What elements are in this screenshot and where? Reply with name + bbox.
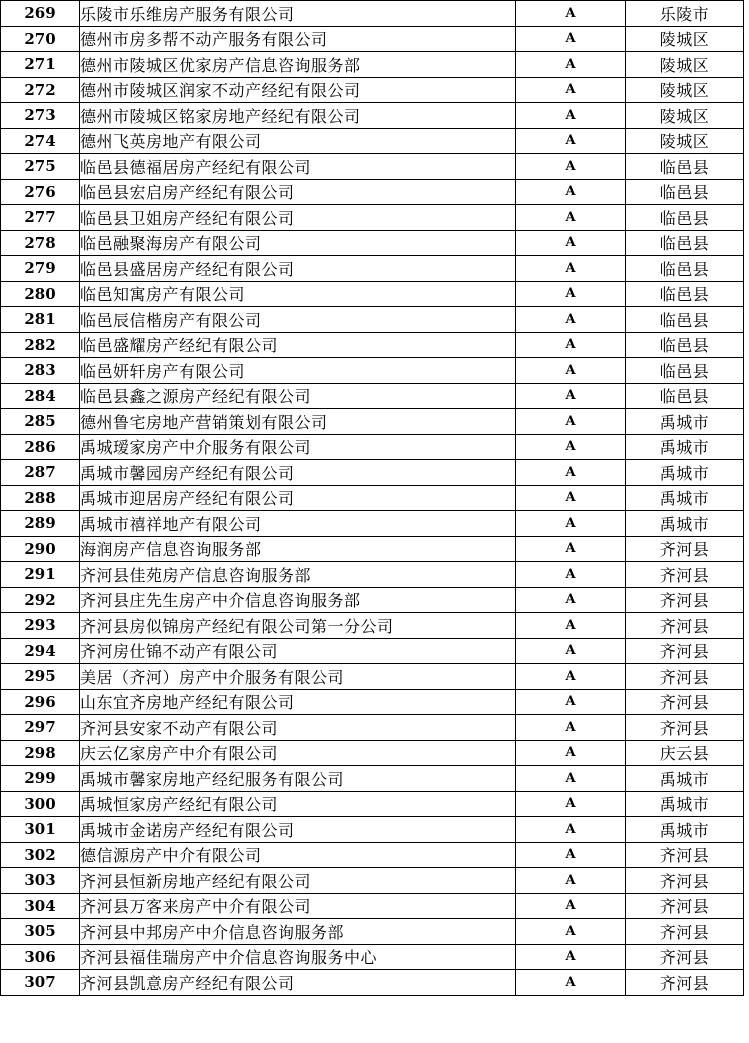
company-name: 乐陵市乐维房产服务有限公司: [80, 1, 516, 27]
company-name: 德州市陵城区优家房产信息咨询服务部: [80, 52, 516, 78]
region-name: 齐河县: [626, 536, 744, 562]
company-name: 齐河县中邦房产中介信息咨询服务部: [80, 919, 516, 945]
table-row: [1, 638, 744, 664]
region-name: 齐河县: [626, 638, 744, 664]
region-name: 齐河县: [626, 970, 744, 996]
region-name: 陵城区: [626, 77, 744, 103]
row-number: 295: [1, 664, 80, 690]
row-number: 283: [1, 358, 80, 384]
table-row: [1, 230, 744, 256]
region-name: 临邑县: [626, 154, 744, 180]
company-name: 禹城恒家房产经纪有限公司: [80, 791, 516, 817]
region-name: 临邑县: [626, 307, 744, 333]
company-name: 齐河县庄先生房产中介信息咨询服务部: [80, 587, 516, 613]
row-number: 303: [1, 868, 80, 894]
row-number: 297: [1, 715, 80, 741]
company-name: 齐河县安家不动产有限公司: [80, 715, 516, 741]
rating-grade: A: [516, 613, 626, 639]
region-name: 齐河县: [626, 893, 744, 919]
rating-grade: A: [516, 664, 626, 690]
table-row: [1, 1, 744, 27]
table-row: [1, 179, 744, 205]
table-row: [1, 842, 744, 868]
company-name: 禹城市馨园房产经纪有限公司: [80, 460, 516, 486]
company-name: 齐河县万客来房产中介有限公司: [80, 893, 516, 919]
table-row: [1, 613, 744, 639]
table-row: [1, 664, 744, 690]
company-name: 禹城市禧祥地产有限公司: [80, 511, 516, 537]
rating-grade: A: [516, 638, 626, 664]
region-name: 临邑县: [626, 205, 744, 231]
table-row: [1, 740, 744, 766]
company-name: 德信源房产中介有限公司: [80, 842, 516, 868]
rating-grade: A: [516, 689, 626, 715]
rating-grade: A: [516, 434, 626, 460]
rating-grade: A: [516, 791, 626, 817]
region-name: 临邑县: [626, 179, 744, 205]
table-row: [1, 817, 744, 843]
rating-grade: A: [516, 970, 626, 996]
company-name: 禹城瑷家房产中介服务有限公司: [80, 434, 516, 460]
row-number: 298: [1, 740, 80, 766]
region-name: 禹城市: [626, 485, 744, 511]
company-name: 齐河县福佳瑞房产中介信息咨询服务中心: [80, 944, 516, 970]
region-name: 临邑县: [626, 256, 744, 282]
row-number: 277: [1, 205, 80, 231]
company-name: 齐河县房似锦房产经纪有限公司第一分公司: [80, 613, 516, 639]
region-name: 陵城区: [626, 103, 744, 129]
table-row: [1, 358, 744, 384]
row-number: 296: [1, 689, 80, 715]
region-name: 临邑县: [626, 230, 744, 256]
row-number: 302: [1, 842, 80, 868]
region-name: 禹城市: [626, 434, 744, 460]
row-number: 307: [1, 970, 80, 996]
table-row: [1, 26, 744, 52]
table-row: [1, 868, 744, 894]
row-number: 287: [1, 460, 80, 486]
table-row: [1, 715, 744, 741]
rating-grade: A: [516, 358, 626, 384]
row-number: 290: [1, 536, 80, 562]
rating-grade: A: [516, 409, 626, 435]
row-number: 274: [1, 128, 80, 154]
table-row: [1, 791, 744, 817]
rating-grade: A: [516, 103, 626, 129]
table-row: [1, 154, 744, 180]
company-name: 临邑融聚海房产有限公司: [80, 230, 516, 256]
region-name: 禹城市: [626, 460, 744, 486]
row-number: 278: [1, 230, 80, 256]
rating-grade: A: [516, 536, 626, 562]
company-name: 禹城市馨家房地产经纪服务有限公司: [80, 766, 516, 792]
rating-grade: A: [516, 383, 626, 409]
rating-grade: A: [516, 205, 626, 231]
rating-grade: A: [516, 52, 626, 78]
rating-grade: A: [516, 256, 626, 282]
region-name: 乐陵市: [626, 1, 744, 27]
row-number: 293: [1, 613, 80, 639]
rating-grade: A: [516, 128, 626, 154]
company-name: 临邑妍轩房产有限公司: [80, 358, 516, 384]
region-name: 禹城市: [626, 817, 744, 843]
company-name: 齐河房仕锦不动产有限公司: [80, 638, 516, 664]
table-row: [1, 944, 744, 970]
rating-grade: A: [516, 587, 626, 613]
row-number: 279: [1, 256, 80, 282]
row-number: 281: [1, 307, 80, 333]
table-row: [1, 536, 744, 562]
table-row: [1, 511, 744, 537]
row-number: 276: [1, 179, 80, 205]
company-name: 齐河县恒新房地产经纪有限公司: [80, 868, 516, 894]
table-row: [1, 128, 744, 154]
table-row: [1, 77, 744, 103]
region-name: 齐河县: [626, 842, 744, 868]
rating-grade: A: [516, 460, 626, 486]
table-body: [1, 1, 744, 996]
table-row: [1, 52, 744, 78]
row-number: 291: [1, 562, 80, 588]
region-name: 禹城市: [626, 791, 744, 817]
row-number: 299: [1, 766, 80, 792]
row-number: 306: [1, 944, 80, 970]
row-number: 282: [1, 332, 80, 358]
row-number: 270: [1, 26, 80, 52]
rating-grade: A: [516, 511, 626, 537]
rating-grade: A: [516, 715, 626, 741]
company-name: 德州飞英房地产有限公司: [80, 128, 516, 154]
row-number: 288: [1, 485, 80, 511]
row-number: 280: [1, 281, 80, 307]
rating-grade: A: [516, 842, 626, 868]
rating-grade: A: [516, 179, 626, 205]
table-row: [1, 562, 744, 588]
row-number: 271: [1, 52, 80, 78]
row-number: 305: [1, 919, 80, 945]
region-name: 齐河县: [626, 587, 744, 613]
table-row: [1, 281, 744, 307]
table-row: [1, 460, 744, 486]
table-row: [1, 409, 744, 435]
region-name: 齐河县: [626, 868, 744, 894]
rating-grade: A: [516, 332, 626, 358]
company-name: 临邑盛耀房产经纪有限公司: [80, 332, 516, 358]
rating-grade: A: [516, 154, 626, 180]
table-row: [1, 587, 744, 613]
region-name: 陵城区: [626, 128, 744, 154]
row-number: 292: [1, 587, 80, 613]
row-number: 300: [1, 791, 80, 817]
table-row: [1, 256, 744, 282]
table-row: [1, 383, 744, 409]
region-name: 临邑县: [626, 281, 744, 307]
table-row: [1, 434, 744, 460]
rating-grade: A: [516, 893, 626, 919]
row-number: 286: [1, 434, 80, 460]
region-name: 齐河县: [626, 613, 744, 639]
rating-grade: A: [516, 868, 626, 894]
rating-grade: A: [516, 766, 626, 792]
rating-grade: A: [516, 919, 626, 945]
table-row: [1, 307, 744, 333]
company-name: 庆云亿家房产中介有限公司: [80, 740, 516, 766]
rating-grade: A: [516, 817, 626, 843]
company-name: 美居（齐河）房产中介服务有限公司: [80, 664, 516, 690]
company-name: 临邑县卫姐房产经纪有限公司: [80, 205, 516, 231]
region-name: 庆云县: [626, 740, 744, 766]
region-name: 齐河县: [626, 715, 744, 741]
company-name: 德州市房多帮不动产服务有限公司: [80, 26, 516, 52]
company-name: 德州鲁宅房地产营销策划有限公司: [80, 409, 516, 435]
region-name: 齐河县: [626, 689, 744, 715]
region-name: 禹城市: [626, 409, 744, 435]
row-number: 301: [1, 817, 80, 843]
company-name: 临邑县宏启房产经纪有限公司: [80, 179, 516, 205]
company-name: 德州市陵城区铭家房地产经纪有限公司: [80, 103, 516, 129]
region-name: 临邑县: [626, 383, 744, 409]
region-name: 齐河县: [626, 944, 744, 970]
rating-grade: A: [516, 26, 626, 52]
region-name: 临邑县: [626, 332, 744, 358]
company-name: 临邑县鑫之源房产经纪有限公司: [80, 383, 516, 409]
table-row: [1, 103, 744, 129]
rating-grade: A: [516, 562, 626, 588]
rating-grade: A: [516, 944, 626, 970]
region-name: 齐河县: [626, 664, 744, 690]
row-number: 273: [1, 103, 80, 129]
row-number: 284: [1, 383, 80, 409]
company-name: 禹城市迎居房产经纪有限公司: [80, 485, 516, 511]
region-name: 临邑县: [626, 358, 744, 384]
rating-grade: A: [516, 230, 626, 256]
rating-grade: A: [516, 740, 626, 766]
table-row: [1, 205, 744, 231]
region-name: 陵城区: [626, 26, 744, 52]
region-name: 齐河县: [626, 919, 744, 945]
rating-grade: A: [516, 281, 626, 307]
company-name: 临邑县盛居房产经纪有限公司: [80, 256, 516, 282]
row-number: 275: [1, 154, 80, 180]
table-row: [1, 332, 744, 358]
company-name: 临邑知寓房产有限公司: [80, 281, 516, 307]
company-name: 山东宜齐房地产经纪有限公司: [80, 689, 516, 715]
table-row: [1, 970, 744, 996]
region-name: 禹城市: [626, 511, 744, 537]
region-name: 齐河县: [626, 562, 744, 588]
company-name: 德州市陵城区润家不动产经纪有限公司: [80, 77, 516, 103]
company-name: 海润房产信息咨询服务部: [80, 536, 516, 562]
rating-grade: A: [516, 485, 626, 511]
row-number: 285: [1, 409, 80, 435]
company-name: 临邑县德福居房产经纪有限公司: [80, 154, 516, 180]
rating-grade: A: [516, 77, 626, 103]
region-name: 陵城区: [626, 52, 744, 78]
row-number: 289: [1, 511, 80, 537]
company-name: 临邑辰信楷房产有限公司: [80, 307, 516, 333]
row-number: 272: [1, 77, 80, 103]
table-row: [1, 893, 744, 919]
table-row: [1, 919, 744, 945]
company-name: 齐河县凯意房产经纪有限公司: [80, 970, 516, 996]
table-row: [1, 766, 744, 792]
table-row: [1, 485, 744, 511]
company-name: 禹城市金诺房产经纪有限公司: [80, 817, 516, 843]
row-number: 294: [1, 638, 80, 664]
company-name: 齐河县佳苑房产信息咨询服务部: [80, 562, 516, 588]
rating-grade: A: [516, 307, 626, 333]
row-number: 269: [1, 1, 80, 27]
row-number: 304: [1, 893, 80, 919]
region-name: 禹城市: [626, 766, 744, 792]
rating-grade: A: [516, 1, 626, 27]
table-row: [1, 689, 744, 715]
